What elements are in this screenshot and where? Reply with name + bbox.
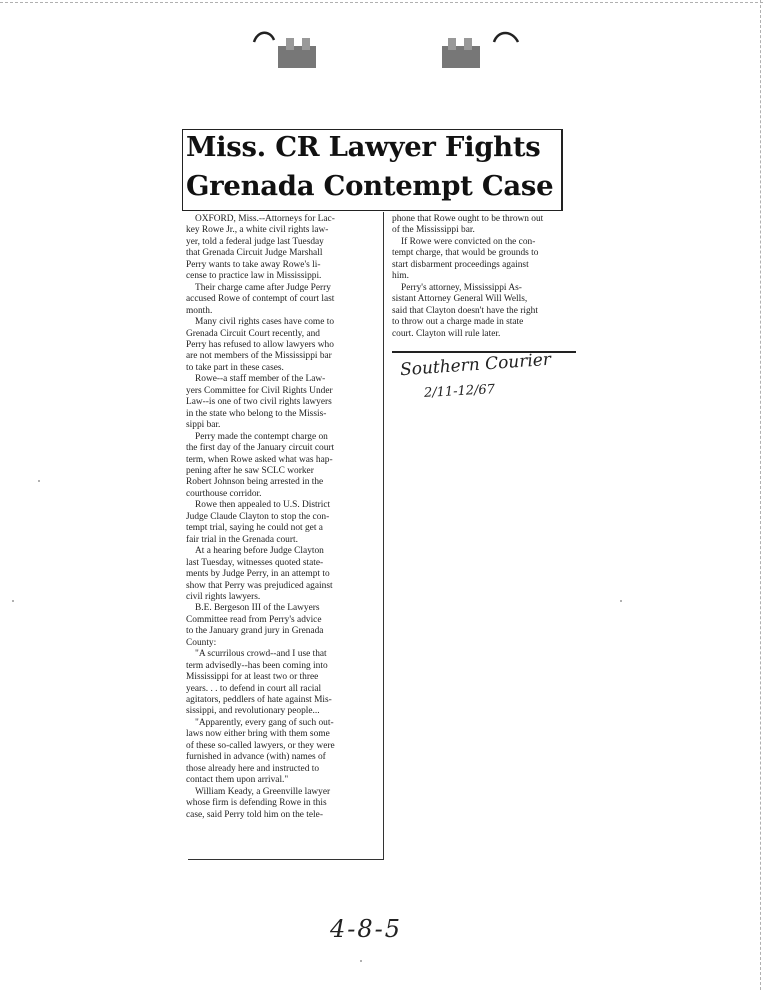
text-line: furnished in advance (with) names of xyxy=(186,752,326,763)
headline-line-2: Grenada Contempt Case xyxy=(186,170,554,202)
text-line: civil rights lawyers. xyxy=(186,591,261,602)
text-line: agitators, peddlers of hate against Mis- xyxy=(186,695,332,706)
paragraph xyxy=(186,718,376,787)
text-line: courthouse corridor. xyxy=(186,488,262,499)
text-line: Mississippi for at least two or three xyxy=(186,672,319,683)
paragraph xyxy=(392,237,572,283)
text-line: key Rowe Jr., a white civil rights law- xyxy=(186,225,329,236)
text-line: court. Clayton will rule later. xyxy=(392,328,501,339)
text-line: whose firm is defending Rowe in this xyxy=(186,798,327,809)
text-line: contact them upon arrival." xyxy=(186,775,289,786)
text-line: Many civil rights cases have come to xyxy=(195,317,335,328)
text-line: of the Mississippi bar. xyxy=(392,225,475,236)
text-line: are not members of the Mississippi bar xyxy=(186,351,332,362)
paragraph xyxy=(186,283,376,317)
text-line: pening after he saw SCLC worker xyxy=(186,465,314,476)
binder-clip-right-icon xyxy=(440,26,484,70)
scan-speck xyxy=(38,480,40,482)
text-line: tempt trial, saying he could not get a xyxy=(186,523,323,534)
text-line: yers Committee for Civil Rights Under xyxy=(186,385,333,396)
scan-speck xyxy=(620,600,622,602)
text-line: OXFORD, Miss.--Attorneys for Lac- xyxy=(195,214,335,224)
text-line: cense to practice law in Mississippi. xyxy=(186,271,322,282)
text-line: Perry's attorney, Mississippi As- xyxy=(401,282,522,293)
text-line: yer, told a federal judge last Tuesday xyxy=(186,236,324,247)
text-line: years. . . to defend in court all racial xyxy=(186,683,322,694)
page-edge-right xyxy=(760,0,761,990)
text-line: Rowe then appealed to U.S. District xyxy=(195,500,331,511)
text-line: Law--is one of two civil rights lawyers xyxy=(186,397,332,408)
text-line: Judge Claude Clayton to stop the con- xyxy=(186,511,330,522)
text-line: If Rowe were convicted on the con- xyxy=(401,236,536,247)
text-line: County: xyxy=(186,637,217,648)
text-line: sistant Attorney General Will Wells, xyxy=(392,294,528,305)
text-line: term, when Rowe asked what was hap- xyxy=(186,454,333,465)
handwritten-newspaper-name: Southern Courier xyxy=(399,349,552,381)
text-line: Their charge came after Judge Perry xyxy=(195,282,331,293)
text-line: Perry wants to take away Rowe's li- xyxy=(186,259,321,270)
article-column-right xyxy=(392,214,572,340)
page-edge-top xyxy=(0,2,763,3)
text-line: ments by Judge Perry, in an attempt to xyxy=(186,569,330,580)
text-line: phone that Rowe ought to be thrown out xyxy=(392,214,544,224)
handwritten-folio-number: 4-8-5 xyxy=(330,915,403,943)
text-line: tempt charge, that would be grounds to xyxy=(392,248,539,259)
text-line: Grenada Circuit Court recently, and xyxy=(186,328,320,339)
text-line: At a hearing before Judge Clayton xyxy=(195,546,324,557)
text-line: laws now either bring with them some xyxy=(186,729,330,740)
paragraph xyxy=(186,374,376,431)
text-line: month. xyxy=(186,305,213,316)
text-line: that Grenada Circuit Judge Marshall xyxy=(186,248,323,259)
text-line: to the January grand jury in Grenada xyxy=(186,626,324,637)
paragraph xyxy=(186,546,376,603)
paragraph xyxy=(186,603,376,649)
text-line: term advisedly--has been coming into xyxy=(186,660,328,671)
paragraph xyxy=(392,214,572,237)
text-line: Robert Johnson being arrested in the xyxy=(186,477,324,488)
paragraph xyxy=(392,283,572,340)
text-line: to take part in these cases. xyxy=(186,362,284,373)
text-line: Perry made the contempt charge on xyxy=(195,431,328,442)
text-line: to throw out a charge made in state xyxy=(392,317,524,328)
text-line: said that Clayton doesn't have the right xyxy=(392,305,538,316)
paragraph xyxy=(186,317,376,374)
paragraph xyxy=(186,214,376,283)
text-line: start disbarment proceedings against xyxy=(392,259,529,270)
headline-line-1: Miss. CR Lawyer Fights xyxy=(186,131,541,163)
text-line: Rowe--a staff member of the Law- xyxy=(195,374,326,385)
handwritten-date: 2/11-12/67 xyxy=(423,382,496,401)
text-line: show that Perry was prejudiced against xyxy=(186,580,333,591)
text-line: accused Rowe of contempt of court last xyxy=(186,294,335,305)
scan-speck xyxy=(12,600,14,602)
text-line: case, said Perry told him on the tele- xyxy=(186,809,323,820)
paragraph xyxy=(186,500,376,546)
text-line: the first day of the January circuit court xyxy=(186,443,335,454)
text-line: Perry has refused to allow lawyers who xyxy=(186,339,334,350)
text-line: B.E. Bergeson III of the Lawyers xyxy=(195,603,320,614)
text-line: last Tuesday, witnesses quoted state- xyxy=(186,557,324,568)
article-end-rule xyxy=(188,859,384,860)
binder-clip-left-icon xyxy=(250,26,294,70)
text-line: fair trial in the Grenada court. xyxy=(186,534,298,545)
scan-speck xyxy=(360,960,362,962)
article-column-left xyxy=(186,214,376,821)
text-line: "A scurrilous crowd--and I use that xyxy=(195,649,327,660)
text-line: sissippi, and revolutionary people... xyxy=(186,706,320,717)
text-line: William Keady, a Greenville lawyer xyxy=(195,786,331,797)
text-line: Committee read from Perry's advice xyxy=(186,614,322,625)
text-line: "Apparently, every gang of such out- xyxy=(195,717,334,728)
text-line: him. xyxy=(392,271,409,282)
paragraph xyxy=(186,432,376,501)
paragraph xyxy=(186,649,376,718)
text-line: of these so-called lawyers, or they were xyxy=(186,740,335,751)
paragraph xyxy=(186,787,376,821)
text-line: those already here and instructed to xyxy=(186,763,320,774)
headline xyxy=(186,128,558,206)
text-line: in the state who belong to the Missis- xyxy=(186,408,327,419)
text-line: sippi bar. xyxy=(186,420,221,431)
column-divider xyxy=(383,212,384,860)
